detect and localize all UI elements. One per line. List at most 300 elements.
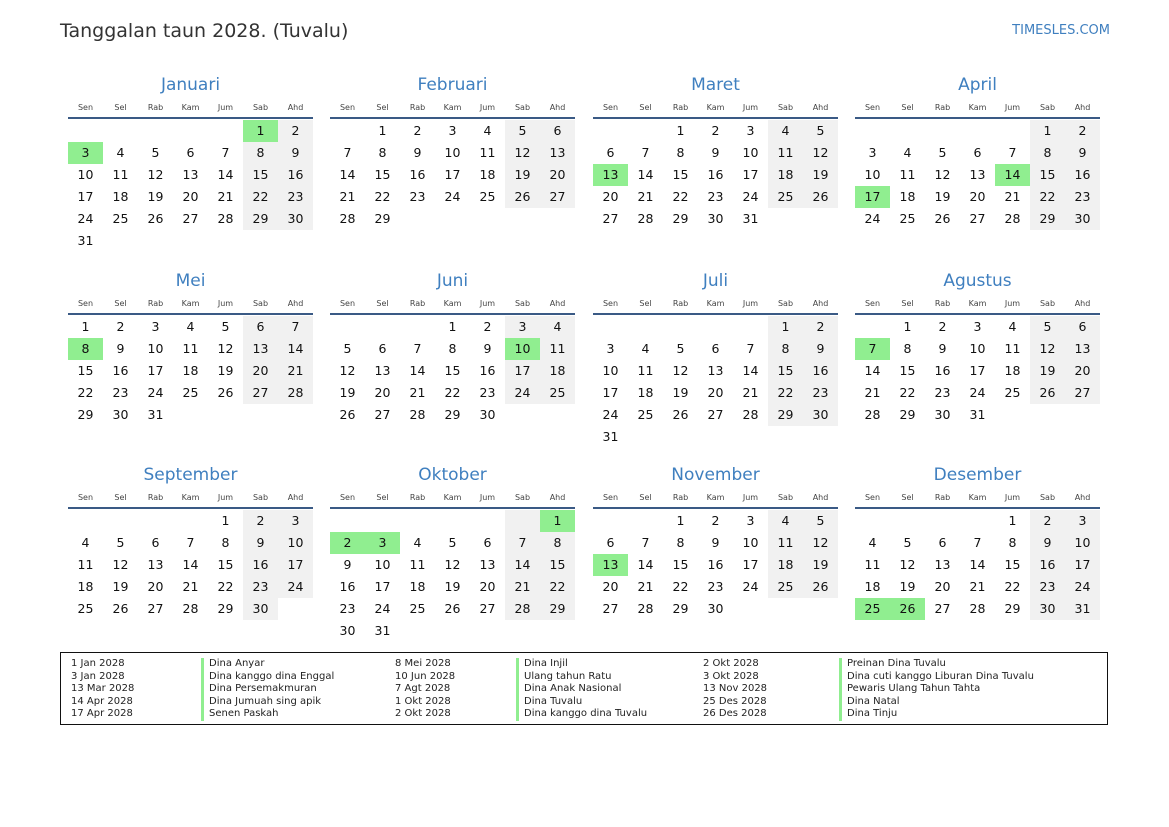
- day-cell[interactable]: 17: [969, 363, 986, 378]
- day-cell[interactable]: 25: [768, 576, 803, 598]
- day-cell[interactable]: 16: [707, 167, 724, 182]
- day-cell[interactable]: 20: [147, 579, 164, 594]
- day-cell[interactable]: 2: [330, 532, 365, 554]
- day-cell[interactable]: 28: [969, 601, 986, 616]
- day-cell[interactable]: 8: [1030, 142, 1065, 164]
- day-cell[interactable]: 25: [855, 598, 890, 620]
- day-cell[interactable]: 29: [1004, 601, 1021, 616]
- day-cell[interactable]: 30: [479, 407, 496, 422]
- day-cell[interactable]: 30: [934, 407, 951, 422]
- day-cell[interactable]: 28: [637, 601, 654, 616]
- day-cell[interactable]: 2: [278, 120, 313, 142]
- day-cell[interactable]: 9: [278, 142, 313, 164]
- day-cell[interactable]: 25: [182, 385, 199, 400]
- day-cell[interactable]: 1: [81, 319, 90, 334]
- day-cell[interactable]: 25: [409, 601, 426, 616]
- day-cell[interactable]: 18: [637, 385, 654, 400]
- day-cell[interactable]: 1: [1030, 120, 1065, 142]
- day-cell[interactable]: 6: [243, 316, 278, 338]
- day-cell[interactable]: 18: [864, 579, 881, 594]
- day-cell[interactable]: 4: [641, 341, 650, 356]
- day-cell[interactable]: 1: [243, 120, 278, 142]
- day-cell[interactable]: 28: [864, 407, 881, 422]
- day-cell[interactable]: 21: [182, 579, 199, 594]
- day-cell[interactable]: 11: [864, 557, 881, 572]
- day-cell[interactable]: 16: [934, 363, 951, 378]
- day-cell[interactable]: 24: [147, 385, 164, 400]
- day-cell[interactable]: 12: [339, 363, 356, 378]
- day-cell[interactable]: 25: [637, 407, 654, 422]
- day-cell[interactable]: 8: [378, 145, 387, 160]
- day-cell[interactable]: 11: [637, 363, 654, 378]
- day-cell[interactable]: 21: [409, 385, 426, 400]
- day-cell[interactable]: 6: [606, 145, 615, 160]
- day-cell[interactable]: 26: [147, 211, 164, 226]
- day-cell[interactable]: 17: [505, 360, 540, 382]
- day-cell[interactable]: 23: [409, 189, 426, 204]
- day-cell[interactable]: 13: [593, 554, 628, 576]
- day-cell[interactable]: 19: [899, 579, 916, 594]
- day-cell[interactable]: 9: [711, 145, 720, 160]
- day-cell[interactable]: 14: [182, 557, 199, 572]
- day-cell[interactable]: 5: [116, 535, 125, 550]
- day-cell[interactable]: 13: [593, 164, 628, 186]
- day-cell[interactable]: 31: [374, 623, 391, 638]
- day-cell[interactable]: 29: [1030, 208, 1065, 230]
- day-cell[interactable]: 29: [444, 407, 461, 422]
- day-cell[interactable]: 9: [938, 341, 947, 356]
- day-cell[interactable]: 27: [602, 601, 619, 616]
- day-cell[interactable]: 21: [278, 360, 313, 382]
- day-cell[interactable]: 22: [243, 186, 278, 208]
- day-cell[interactable]: 10: [374, 557, 391, 572]
- day-cell[interactable]: 16: [409, 167, 426, 182]
- day-cell[interactable]: 29: [672, 601, 689, 616]
- day-cell[interactable]: 6: [1065, 316, 1100, 338]
- day-cell[interactable]: 19: [803, 554, 838, 576]
- day-cell[interactable]: 3: [746, 513, 755, 528]
- day-cell[interactable]: 7: [343, 145, 352, 160]
- day-cell[interactable]: 19: [112, 579, 129, 594]
- day-cell[interactable]: 15: [1004, 557, 1021, 572]
- day-cell[interactable]: 5: [938, 145, 947, 160]
- day-cell[interactable]: 24: [864, 211, 881, 226]
- day-cell[interactable]: 1: [378, 123, 387, 138]
- day-cell[interactable]: 14: [637, 167, 654, 182]
- day-cell[interactable]: 16: [1065, 164, 1100, 186]
- day-cell[interactable]: 18: [1004, 363, 1021, 378]
- day-cell[interactable]: 22: [1030, 186, 1065, 208]
- day-cell[interactable]: 2: [483, 319, 492, 334]
- day-cell[interactable]: 23: [1065, 186, 1100, 208]
- day-cell[interactable]: 5: [221, 319, 230, 334]
- day-cell[interactable]: 28: [278, 382, 313, 404]
- day-cell[interactable]: 14: [505, 554, 540, 576]
- day-cell[interactable]: 27: [243, 382, 278, 404]
- day-cell[interactable]: 8: [768, 338, 803, 360]
- day-cell[interactable]: 6: [973, 145, 982, 160]
- day-cell[interactable]: 26: [217, 385, 234, 400]
- day-cell[interactable]: 18: [540, 360, 575, 382]
- day-cell[interactable]: 20: [243, 360, 278, 382]
- day-cell[interactable]: 19: [339, 385, 356, 400]
- day-cell[interactable]: 3: [278, 510, 313, 532]
- day-cell[interactable]: 11: [77, 557, 94, 572]
- day-cell[interactable]: 1: [676, 513, 685, 528]
- day-cell[interactable]: 9: [413, 145, 422, 160]
- day-cell[interactable]: 18: [77, 579, 94, 594]
- day-cell[interactable]: 28: [742, 407, 759, 422]
- day-cell[interactable]: 13: [1065, 338, 1100, 360]
- day-cell[interactable]: 28: [637, 211, 654, 226]
- day-cell[interactable]: 13: [934, 557, 951, 572]
- day-cell[interactable]: 23: [339, 601, 356, 616]
- day-cell[interactable]: 6: [540, 120, 575, 142]
- day-cell[interactable]: 24: [278, 576, 313, 598]
- day-cell[interactable]: 29: [899, 407, 916, 422]
- day-cell[interactable]: 13: [182, 167, 199, 182]
- day-cell[interactable]: 9: [803, 338, 838, 360]
- day-cell[interactable]: 29: [217, 601, 234, 616]
- day-cell[interactable]: 10: [278, 532, 313, 554]
- day-cell[interactable]: 14: [864, 363, 881, 378]
- day-cell[interactable]: 2: [413, 123, 422, 138]
- day-cell[interactable]: 25: [479, 189, 496, 204]
- day-cell[interactable]: 5: [803, 510, 838, 532]
- day-cell[interactable]: 15: [899, 363, 916, 378]
- day-cell[interactable]: 19: [217, 363, 234, 378]
- day-cell[interactable]: 24: [77, 211, 94, 226]
- day-cell[interactable]: 12: [672, 363, 689, 378]
- day-cell[interactable]: 10: [602, 363, 619, 378]
- day-cell[interactable]: 23: [112, 385, 129, 400]
- day-cell[interactable]: 25: [540, 382, 575, 404]
- day-cell[interactable]: 25: [77, 601, 94, 616]
- day-cell[interactable]: 18: [768, 164, 803, 186]
- day-cell[interactable]: 18: [409, 579, 426, 594]
- day-cell[interactable]: 19: [672, 385, 689, 400]
- day-cell[interactable]: 8: [221, 535, 230, 550]
- day-cell[interactable]: 8: [540, 532, 575, 554]
- day-cell[interactable]: 2: [1030, 510, 1065, 532]
- day-cell[interactable]: 28: [505, 598, 540, 620]
- day-cell[interactable]: 10: [77, 167, 94, 182]
- day-cell[interactable]: 23: [479, 385, 496, 400]
- day-cell[interactable]: 7: [746, 341, 755, 356]
- day-cell[interactable]: 14: [278, 338, 313, 360]
- day-cell[interactable]: 17: [77, 189, 94, 204]
- day-cell[interactable]: 23: [1030, 576, 1065, 598]
- day-cell[interactable]: 21: [339, 189, 356, 204]
- day-cell[interactable]: 22: [899, 385, 916, 400]
- day-cell[interactable]: 22: [672, 189, 689, 204]
- day-cell[interactable]: 26: [505, 186, 540, 208]
- day-cell[interactable]: 26: [1030, 382, 1065, 404]
- day-cell[interactable]: 30: [803, 404, 838, 426]
- day-cell[interactable]: 13: [374, 363, 391, 378]
- day-cell[interactable]: 27: [969, 211, 986, 226]
- day-cell[interactable]: 22: [444, 385, 461, 400]
- day-cell[interactable]: 30: [112, 407, 129, 422]
- day-cell[interactable]: 15: [768, 360, 803, 382]
- day-cell[interactable]: 20: [479, 579, 496, 594]
- day-cell[interactable]: 5: [1030, 316, 1065, 338]
- day-cell[interactable]: 28: [339, 211, 356, 226]
- day-cell[interactable]: 11: [479, 145, 496, 160]
- day-cell[interactable]: 1: [676, 123, 685, 138]
- day-cell[interactable]: 11: [1004, 341, 1021, 356]
- day-cell[interactable]: 26: [444, 601, 461, 616]
- day-cell[interactable]: 3: [505, 316, 540, 338]
- day-cell[interactable]: 15: [77, 363, 94, 378]
- day-cell[interactable]: 6: [711, 341, 720, 356]
- day-cell[interactable]: 4: [903, 145, 912, 160]
- day-cell[interactable]: 24: [505, 382, 540, 404]
- day-cell[interactable]: 23: [934, 385, 951, 400]
- day-cell[interactable]: 25: [768, 186, 803, 208]
- day-cell[interactable]: 17: [147, 363, 164, 378]
- day-cell[interactable]: 1: [1008, 513, 1017, 528]
- day-cell[interactable]: 20: [934, 579, 951, 594]
- day-cell[interactable]: 4: [413, 535, 422, 550]
- day-cell[interactable]: 15: [672, 167, 689, 182]
- day-cell[interactable]: 4: [768, 120, 803, 142]
- day-cell[interactable]: 28: [1004, 211, 1021, 226]
- day-cell[interactable]: 4: [116, 145, 125, 160]
- day-cell[interactable]: 19: [444, 579, 461, 594]
- day-cell[interactable]: 27: [707, 407, 724, 422]
- day-cell[interactable]: 17: [602, 385, 619, 400]
- day-cell[interactable]: 2: [803, 316, 838, 338]
- day-cell[interactable]: 4: [868, 535, 877, 550]
- day-cell[interactable]: 27: [479, 601, 496, 616]
- day-cell[interactable]: 26: [803, 186, 838, 208]
- day-cell[interactable]: 19: [505, 164, 540, 186]
- day-cell[interactable]: 20: [602, 189, 619, 204]
- day-cell[interactable]: 27: [1065, 382, 1100, 404]
- day-cell[interactable]: 26: [112, 601, 129, 616]
- day-cell[interactable]: 27: [374, 407, 391, 422]
- day-cell[interactable]: 6: [938, 535, 947, 550]
- day-cell[interactable]: 17: [855, 186, 890, 208]
- day-cell[interactable]: 2: [116, 319, 125, 334]
- day-cell[interactable]: 5: [803, 120, 838, 142]
- day-cell[interactable]: 11: [540, 338, 575, 360]
- day-cell[interactable]: 5: [903, 535, 912, 550]
- day-cell[interactable]: 13: [707, 363, 724, 378]
- day-cell[interactable]: 27: [934, 601, 951, 616]
- day-cell[interactable]: 26: [890, 598, 925, 620]
- day-cell[interactable]: 12: [112, 557, 129, 572]
- day-cell[interactable]: 18: [768, 554, 803, 576]
- day-cell[interactable]: 20: [374, 385, 391, 400]
- day-cell[interactable]: 1: [903, 319, 912, 334]
- day-cell[interactable]: 3: [973, 319, 982, 334]
- day-cell[interactable]: 4: [81, 535, 90, 550]
- day-cell[interactable]: 23: [803, 382, 838, 404]
- day-cell[interactable]: 27: [602, 211, 619, 226]
- day-cell[interactable]: 10: [742, 535, 759, 550]
- day-cell[interactable]: 8: [243, 142, 278, 164]
- day-cell[interactable]: 9: [243, 532, 278, 554]
- day-cell[interactable]: 21: [217, 189, 234, 204]
- day-cell[interactable]: 13: [969, 167, 986, 182]
- day-cell[interactable]: 6: [151, 535, 160, 550]
- day-cell[interactable]: 18: [479, 167, 496, 182]
- day-cell[interactable]: 15: [672, 557, 689, 572]
- day-cell[interactable]: 14: [995, 164, 1030, 186]
- day-cell[interactable]: 8: [68, 338, 103, 360]
- day-cell[interactable]: 31: [602, 429, 619, 444]
- day-cell[interactable]: 15: [540, 554, 575, 576]
- day-cell[interactable]: 16: [707, 557, 724, 572]
- day-cell[interactable]: 16: [243, 554, 278, 576]
- day-cell[interactable]: 12: [505, 142, 540, 164]
- day-cell[interactable]: 3: [746, 123, 755, 138]
- day-cell[interactable]: 6: [186, 145, 195, 160]
- day-cell[interactable]: 1: [221, 513, 230, 528]
- day-cell[interactable]: 12: [444, 557, 461, 572]
- day-cell[interactable]: 20: [182, 189, 199, 204]
- day-cell[interactable]: 14: [742, 363, 759, 378]
- day-cell[interactable]: 18: [112, 189, 129, 204]
- day-cell[interactable]: 26: [339, 407, 356, 422]
- day-cell[interactable]: 16: [1030, 554, 1065, 576]
- day-cell[interactable]: 7: [855, 338, 890, 360]
- day-cell[interactable]: 2: [711, 513, 720, 528]
- day-cell[interactable]: 30: [339, 623, 356, 638]
- day-cell[interactable]: 9: [1065, 142, 1100, 164]
- day-cell[interactable]: 24: [969, 385, 986, 400]
- day-cell[interactable]: 14: [969, 557, 986, 572]
- day-cell[interactable]: 1: [448, 319, 457, 334]
- day-cell[interactable]: 4: [186, 319, 195, 334]
- day-cell[interactable]: 28: [217, 211, 234, 226]
- day-cell[interactable]: 21: [864, 385, 881, 400]
- day-cell[interactable]: 16: [112, 363, 129, 378]
- day-cell[interactable]: 26: [934, 211, 951, 226]
- day-cell[interactable]: 29: [672, 211, 689, 226]
- day-cell[interactable]: 12: [899, 557, 916, 572]
- day-cell[interactable]: 18: [182, 363, 199, 378]
- day-cell[interactable]: 3: [868, 145, 877, 160]
- day-cell[interactable]: 24: [1065, 576, 1100, 598]
- day-cell[interactable]: 22: [217, 579, 234, 594]
- day-cell[interactable]: 7: [413, 341, 422, 356]
- day-cell[interactable]: 25: [1004, 385, 1021, 400]
- day-cell[interactable]: 15: [217, 557, 234, 572]
- day-cell[interactable]: 26: [672, 407, 689, 422]
- day-cell[interactable]: 11: [182, 341, 199, 356]
- day-cell[interactable]: 8: [1008, 535, 1017, 550]
- day-cell[interactable]: 21: [1004, 189, 1021, 204]
- day-cell[interactable]: 17: [1065, 554, 1100, 576]
- day-cell[interactable]: 17: [374, 579, 391, 594]
- day-cell[interactable]: 4: [483, 123, 492, 138]
- day-cell[interactable]: 16: [803, 360, 838, 382]
- day-cell[interactable]: 17: [742, 557, 759, 572]
- day-cell[interactable]: 7: [278, 316, 313, 338]
- day-cell[interactable]: 30: [1065, 208, 1100, 230]
- day-cell[interactable]: 10: [505, 338, 540, 360]
- day-cell[interactable]: 31: [742, 211, 759, 226]
- day-cell[interactable]: 4: [768, 510, 803, 532]
- day-cell[interactable]: 15: [444, 363, 461, 378]
- day-cell[interactable]: 29: [540, 598, 575, 620]
- day-cell[interactable]: 12: [147, 167, 164, 182]
- day-cell[interactable]: 24: [742, 189, 759, 204]
- day-cell[interactable]: 20: [1065, 360, 1100, 382]
- day-cell[interactable]: 29: [77, 407, 94, 422]
- day-cell[interactable]: 31: [1065, 598, 1100, 620]
- day-cell[interactable]: 20: [602, 579, 619, 594]
- day-cell[interactable]: 2: [1065, 120, 1100, 142]
- day-cell[interactable]: 21: [969, 579, 986, 594]
- day-cell[interactable]: 22: [672, 579, 689, 594]
- day-cell[interactable]: 6: [483, 535, 492, 550]
- day-cell[interactable]: 15: [1030, 164, 1065, 186]
- day-cell[interactable]: 13: [147, 557, 164, 572]
- day-cell[interactable]: 21: [637, 579, 654, 594]
- day-cell[interactable]: 8: [676, 145, 685, 160]
- day-cell[interactable]: 18: [899, 189, 916, 204]
- day-cell[interactable]: 9: [1030, 532, 1065, 554]
- day-cell[interactable]: 27: [540, 186, 575, 208]
- day-cell[interactable]: 11: [409, 557, 426, 572]
- day-cell[interactable]: 3: [448, 123, 457, 138]
- day-cell[interactable]: 14: [409, 363, 426, 378]
- day-cell[interactable]: 3: [68, 142, 103, 164]
- day-cell[interactable]: 26: [803, 576, 838, 598]
- day-cell[interactable]: 13: [479, 557, 496, 572]
- day-cell[interactable]: 4: [540, 316, 575, 338]
- day-cell[interactable]: 23: [707, 189, 724, 204]
- day-cell[interactable]: 19: [147, 189, 164, 204]
- day-cell[interactable]: 12: [1030, 338, 1065, 360]
- day-cell[interactable]: 24: [374, 601, 391, 616]
- day-cell[interactable]: 21: [505, 576, 540, 598]
- day-cell[interactable]: 3: [606, 341, 615, 356]
- day-cell[interactable]: 22: [374, 189, 391, 204]
- day-cell[interactable]: 12: [934, 167, 951, 182]
- day-cell[interactable]: 19: [1030, 360, 1065, 382]
- day-cell[interactable]: 5: [448, 535, 457, 550]
- day-cell[interactable]: 17: [742, 167, 759, 182]
- day-cell[interactable]: 20: [540, 164, 575, 186]
- day-cell[interactable]: 7: [1008, 145, 1017, 160]
- day-cell[interactable]: 2: [938, 319, 947, 334]
- day-cell[interactable]: 22: [77, 385, 94, 400]
- day-cell[interactable]: 7: [505, 532, 540, 554]
- day-cell[interactable]: 7: [973, 535, 982, 550]
- day-cell[interactable]: 30: [243, 598, 278, 620]
- day-cell[interactable]: 3: [365, 532, 400, 554]
- day-cell[interactable]: 5: [676, 341, 685, 356]
- day-cell[interactable]: 25: [112, 211, 129, 226]
- day-cell[interactable]: 7: [186, 535, 195, 550]
- day-cell[interactable]: 17: [444, 167, 461, 182]
- day-cell[interactable]: 12: [217, 341, 234, 356]
- day-cell[interactable]: 21: [637, 189, 654, 204]
- day-cell[interactable]: 9: [116, 341, 125, 356]
- day-cell[interactable]: 6: [606, 535, 615, 550]
- day-cell[interactable]: 7: [641, 145, 650, 160]
- day-cell[interactable]: 5: [151, 145, 160, 160]
- day-cell[interactable]: 30: [278, 208, 313, 230]
- day-cell[interactable]: 10: [147, 341, 164, 356]
- day-cell[interactable]: 15: [243, 164, 278, 186]
- day-cell[interactable]: 22: [768, 382, 803, 404]
